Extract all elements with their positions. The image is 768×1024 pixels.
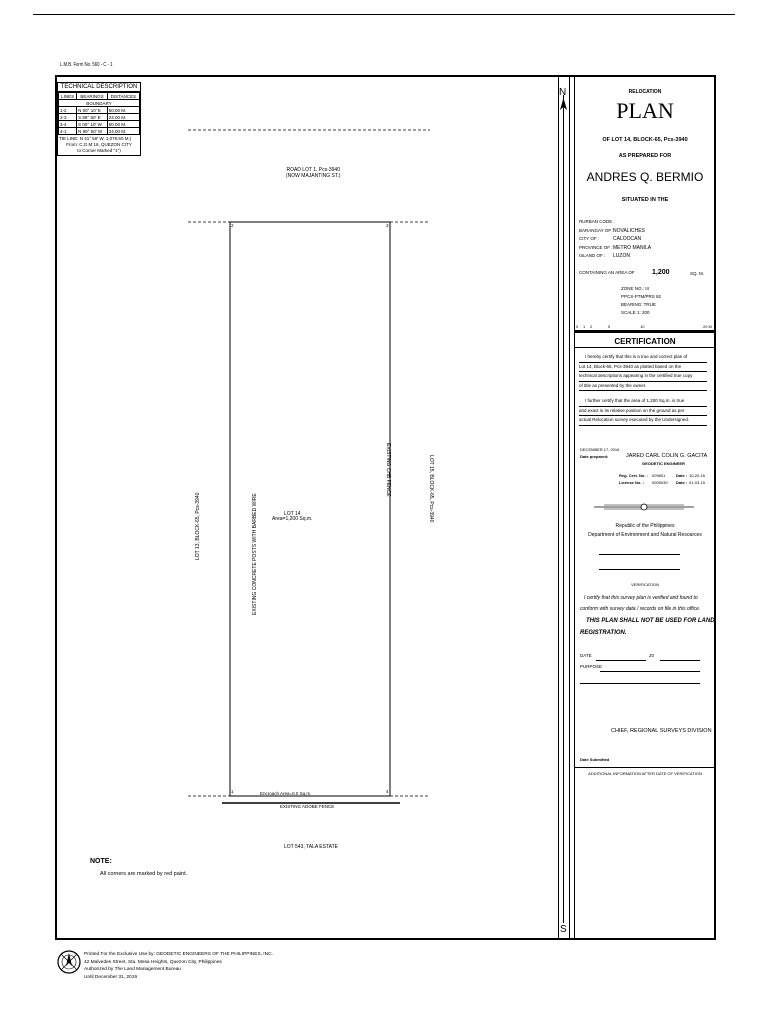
signature-line-2 (599, 569, 680, 570)
location-labels (579, 218, 615, 261)
north-arrow-head-icon (558, 98, 569, 112)
republic-label: Republic of the Philippines (615, 523, 675, 529)
date-field-line (596, 660, 646, 661)
city-label: CITY OF : (579, 236, 600, 241)
north-strip-right-line (569, 76, 570, 939)
scale-tick-5: 5 (608, 324, 611, 329)
scale-tick-10: 10 (640, 324, 645, 329)
adobe-fence-label: EXISTING ADOBE FENCE (280, 804, 335, 809)
footer-line-4: Until December 31, 2019 (84, 974, 138, 980)
barangay-value: NOVALICHES (613, 227, 645, 234)
cert-paragraph-2 (579, 397, 707, 426)
table-row (59, 114, 140, 121)
road-label-1: ROAD LOT 1, Pcs-3940 (286, 167, 340, 173)
technical-description-box (57, 82, 141, 156)
col-distances: DISTANCES (107, 93, 139, 100)
reg-date-label: Date : (676, 473, 688, 478)
section-boundary: BOUNDARY (59, 100, 140, 107)
table-row (59, 128, 140, 135)
certification-rule (575, 347, 715, 348)
north-arrow-shaft (563, 95, 564, 923)
footer-line-2: 42 Malvedes Street, Sta. Mesa Heights, Quezon City, Philippines (84, 959, 222, 965)
col-bearings: BEARINGS (77, 93, 108, 100)
center-lot-number: LOT 14 (283, 511, 301, 517)
province-label: PROVINCE OF : (579, 244, 613, 250)
encroach-label: Encroach Area=0.0 Sq.m. (260, 791, 312, 796)
city-value: CALOOCAN (613, 236, 642, 242)
tie-line-2: From: C.G.M 16, QUEZON CITY (66, 141, 132, 147)
plan-title: PLAN (616, 98, 674, 123)
center-lot-label (272, 512, 312, 522)
north-label: N (559, 87, 567, 98)
scale-tick-20: 20 M (703, 324, 712, 329)
scale-bar-rule (575, 332, 715, 334)
road-label-2: (NOW MAJANTING ST.) (286, 173, 341, 179)
cell: S 00° 10' W (77, 121, 108, 128)
location-values (613, 218, 651, 261)
island-label: ISLAND OF : (579, 253, 606, 258)
signature-line-1 (599, 554, 680, 555)
date-label: DATE (580, 653, 592, 658)
corner-1-label: 1 (231, 789, 234, 794)
cert-line: Lot 14, Block-65, Pcs-3940 as plotted based on the (579, 363, 707, 373)
cell: N 89° 50' W (77, 128, 108, 135)
note-title: NOTE: (90, 858, 112, 865)
verify-text-2: conform with survey data / records on file in this office. (580, 606, 701, 612)
verification-title: VERIFICATION (631, 582, 659, 587)
purpose-line (600, 671, 700, 672)
center-lot-area: Area=1,200 Sq.m. (272, 516, 313, 522)
road-label (286, 168, 340, 179)
table-row (59, 121, 140, 128)
cell: 50.00 M. (107, 107, 139, 114)
lot-13-label: LOT 13, BLOCK-65, Pcs-3940 (195, 492, 201, 560)
ornament-divider-icon (594, 502, 694, 512)
col-lines: LINES (59, 93, 77, 100)
scale-tick-1: 1 (583, 324, 586, 329)
cert-line: I further certify that the area of 1,200 Sq.m. is true (579, 397, 707, 407)
title-block-left-line (574, 76, 575, 939)
island-value: LUZON (613, 253, 630, 259)
north-strip-left-line (558, 76, 559, 939)
cell: 2-3 (59, 114, 77, 121)
area-unit: SQ. M. (690, 271, 705, 276)
ppcs: PPCS-PTM/PRS 92 (621, 294, 662, 299)
date-20-label: 20 (649, 653, 655, 658)
relocation-title: RELOCATION (628, 89, 662, 95)
cert-line: I hereby certify that this is a true and correct plan of (579, 353, 707, 363)
certification-title: CERTIFICATION (614, 337, 676, 346)
corner-3-label: 3 (386, 223, 389, 228)
owner-name: ANDRES Q. BERMIO (586, 170, 704, 184)
engineer-name: JARED CARL COLIN G. GACITA (626, 453, 708, 459)
province-value: METRO MANILA (613, 244, 652, 251)
date-year-line (660, 660, 700, 661)
reg-label: Reg. Cert. No. : (619, 473, 648, 478)
tie-line (58, 135, 140, 155)
area-value: 1,200 (652, 269, 670, 276)
lot-plan-drawing (150, 120, 450, 820)
footer-line-1: Printed For the Exclusive Use by: GEODETIC ENGINEERS OF THE PHILIPPINES, INC. (84, 952, 273, 957)
date-prepared-label: Date prepared: (580, 454, 609, 459)
situated-label: SITUATED IN THE (621, 197, 669, 203)
form-number: L.M.B. Form No. 560 - C - 1 (60, 62, 113, 68)
technical-description-table (58, 92, 140, 135)
purpose-line-2 (580, 683, 700, 684)
date-submitted-label: Date Submitted (580, 757, 610, 762)
footer-line-3: Authorized by The Land Management Bureau (84, 967, 181, 972)
chief-label: CHIEF, REGIONAL SURVEYS DIVISION (611, 728, 712, 734)
cell: S 89° 50' E (77, 114, 108, 121)
area-label: CONTAINING AN AREA OF (579, 270, 635, 275)
license-date-label: Date : (676, 480, 688, 485)
of-lot-title: OF LOT 14, BLOCK-65, Pcs-3940 (602, 137, 688, 143)
cell: 4-1 (59, 128, 77, 135)
cert-line: technical descriptions appearing in the certified true copy (579, 372, 707, 382)
license-date: 01-03-15 (689, 480, 706, 485)
scale-tick-0: 0 (576, 324, 579, 329)
cell: 24.00 M. (107, 128, 139, 135)
reg-value: 009801 (652, 473, 666, 478)
not-used-text-2: REGISTRATION. (580, 630, 627, 636)
scale-tick-2: 2 (590, 324, 593, 329)
gep-seal-icon (56, 946, 82, 982)
tie-line-1: TIE LINE: N 41° 59' W, 1,079.50 M.) (59, 136, 132, 141)
footer-text (84, 951, 273, 981)
rurban-code-label: RURBAN CODE : (579, 219, 615, 224)
engineer-title: GEODETIC ENGINEER (642, 461, 685, 466)
note-text: All corners are marked by red paint. (100, 871, 188, 877)
tie-line-3: to Corner Marked "1") (77, 147, 121, 153)
corner-4-label: 4 (386, 789, 389, 794)
lot-543-label: LOT 543, TALA ESTATE (284, 844, 339, 850)
bearing: BEARING: TRUE (621, 302, 656, 307)
table-row (59, 107, 140, 114)
corner-2-label: 2 (231, 223, 234, 228)
additional-info-label: ADDITIONAL INFORMATION AFTER DATE OF VERIFICATION (588, 771, 702, 776)
right-fence-label: EXISTING CHB FENCE (385, 443, 391, 497)
cell: N 00° 10' E (77, 107, 108, 114)
zone-info (621, 285, 661, 317)
rurban-code-value (613, 218, 651, 227)
reg-date: 10-20-16 (689, 473, 706, 478)
technical-description-title: TECHNICAL DESCRIPTION (58, 83, 140, 92)
left-fence-label: EXISTING CONCRETE POSTS WITH BARBED WIRE (252, 493, 258, 615)
south-label: S (560, 924, 567, 935)
date-prepared-value: DECEMBER 17, 2016 (580, 447, 620, 452)
cert-paragraph-1 (579, 353, 707, 391)
cell: 3-4 (59, 121, 77, 128)
zone-number: ZONE NO.: III (621, 286, 650, 291)
barangay-label: BARANGAY OF : (579, 227, 614, 233)
cell: 50.00 M. (107, 121, 139, 128)
cell: 1-2 (59, 107, 77, 114)
cert-line: of title as presented by the owner. (579, 382, 707, 392)
purpose-label: PURPOSE (580, 664, 603, 669)
denr-label: Department of Environment and Natural Resources (588, 532, 702, 538)
page-top-rule (33, 14, 735, 15)
license-value: 0009039 (652, 480, 668, 485)
additional-rule (575, 767, 715, 768)
scale-text: SCALE 1: 200 (621, 310, 650, 315)
cell: 24.00 M. (107, 114, 139, 121)
lot-15-label: LOT 15, BLOCK-65, Pcs-3940 (428, 455, 434, 523)
license-label: License No. : (619, 480, 644, 485)
prepared-for-label: AS PREPARED FOR (618, 153, 672, 159)
cert-line: and exact in its relative position on the ground as per (579, 407, 707, 417)
cert-line: actual Relocation survey executed by the Undersigned. (579, 416, 707, 426)
not-used-text-1: THIS PLAN SHALL NOT BE USED FOR LAND (586, 618, 715, 624)
verify-text-1: I certify that this survey plan is verified and found to (584, 595, 698, 601)
